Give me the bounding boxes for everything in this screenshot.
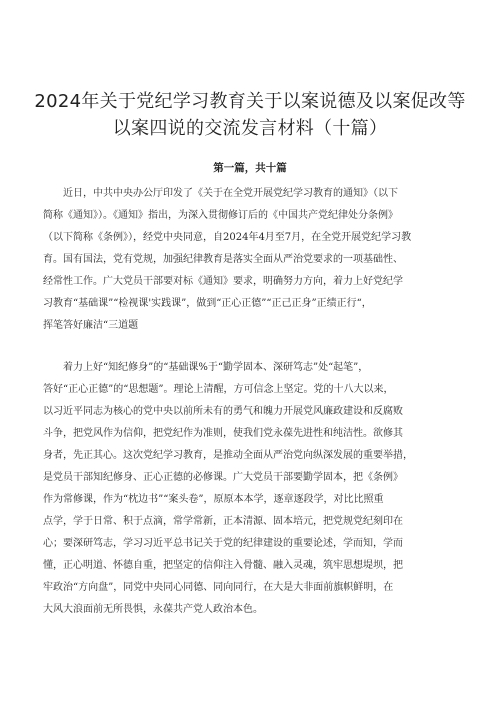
paragraph-line: 懂，正心明道、怀德自重，把坚定的信仰注入骨髓、融入灵魂，筑牢思想堤坝，把 <box>43 560 403 571</box>
document-title <box>20 88 480 142</box>
paragraph-line: （以下简称《条例》），经党中央同意，自2024年4月至7月，在全党开展党纪学习教 <box>43 232 412 243</box>
paragraph-2 <box>43 357 463 621</box>
paragraph-line: 以习近平同志为核心的党中央以前所未有的勇气和魄力开展党风廉政建设和反腐败 <box>43 406 403 417</box>
paragraph-line: 是党员干部知纪修身、正心正德的必修课。广大党员干部要勤学固本，把《条例》 <box>43 472 403 483</box>
paragraph-line: 育。国有国法，党有党规，加强纪律教育是落实全面从严治党要求的一项基础性、 <box>43 254 403 265</box>
paragraph-line: 习教育“基础课”“检视课'实践课”，做到“正心正德”“正己正身”正绩正行“， <box>43 298 372 309</box>
paragraph-line: 牢政治“方向盘”，同党中央同心同德、同向同行，在大是大非面前旗帜鲜明，在 <box>43 582 394 593</box>
paragraph-line: 经常性工作。广大党员干部要对标《通知》要求，明确努力方向，着力上好党纪学 <box>43 276 403 287</box>
paragraph-line: 着力上好“知纪修身”的“基础课%于“勤学固本、深研笃志”处“起笔”， <box>63 362 369 373</box>
paragraph-line: 作为常修课，作为“枕边书”“案头卷”，原原本本学，逐章逐段学，对比比照重 <box>43 494 384 505</box>
section-heading: 第一篇，共十篇 <box>213 162 287 174</box>
paragraph-line: 点学，学于日常、积于点滴，常学常新，正本清源、固本培元，把党规党纪刻印在 <box>43 516 403 527</box>
paragraph-line: 大风大浪面前无所畏惧，永葆共产党人政治本色。 <box>43 604 263 615</box>
paragraph-1 <box>43 183 463 337</box>
paragraph-line: 心；要深研笃志，学习习近平总书记关于党的纪律建设的重要论述，学而知，学而 <box>43 538 403 549</box>
title-line-1: 2024年关于党纪学习教育关于以案说德及以案促改等 <box>34 91 466 112</box>
paragraph-line: 斗争，把党风作为信仰，把党纪作为准则，使我们党永葆先进性和纯洁性。欲修其 <box>43 428 403 439</box>
paragraph-line: 近日，中共中央办公厅印发了《关于在全党开展党纪学习教育的通知》（以下 <box>63 188 398 199</box>
paragraph-line: 简称《通知》）。《通知》指出，为深入贯彻修订后的《中国共产党纪律处分条例》 <box>43 210 398 221</box>
paragraph-line: 答好“正心正德”的“思想题”。理论上清醒，方可信念上坚定。党的十八大以来， <box>43 384 394 395</box>
paragraph-line: 挥笔答好廉洁“三道题 <box>43 320 139 331</box>
title-line-2: 以案四说的交流发言材料（十篇） <box>112 118 388 139</box>
paragraph-line: 身者，先正其心。这次党纪学习教育，是推动全面从严治党向纵深发展的重要举措， <box>43 450 413 461</box>
